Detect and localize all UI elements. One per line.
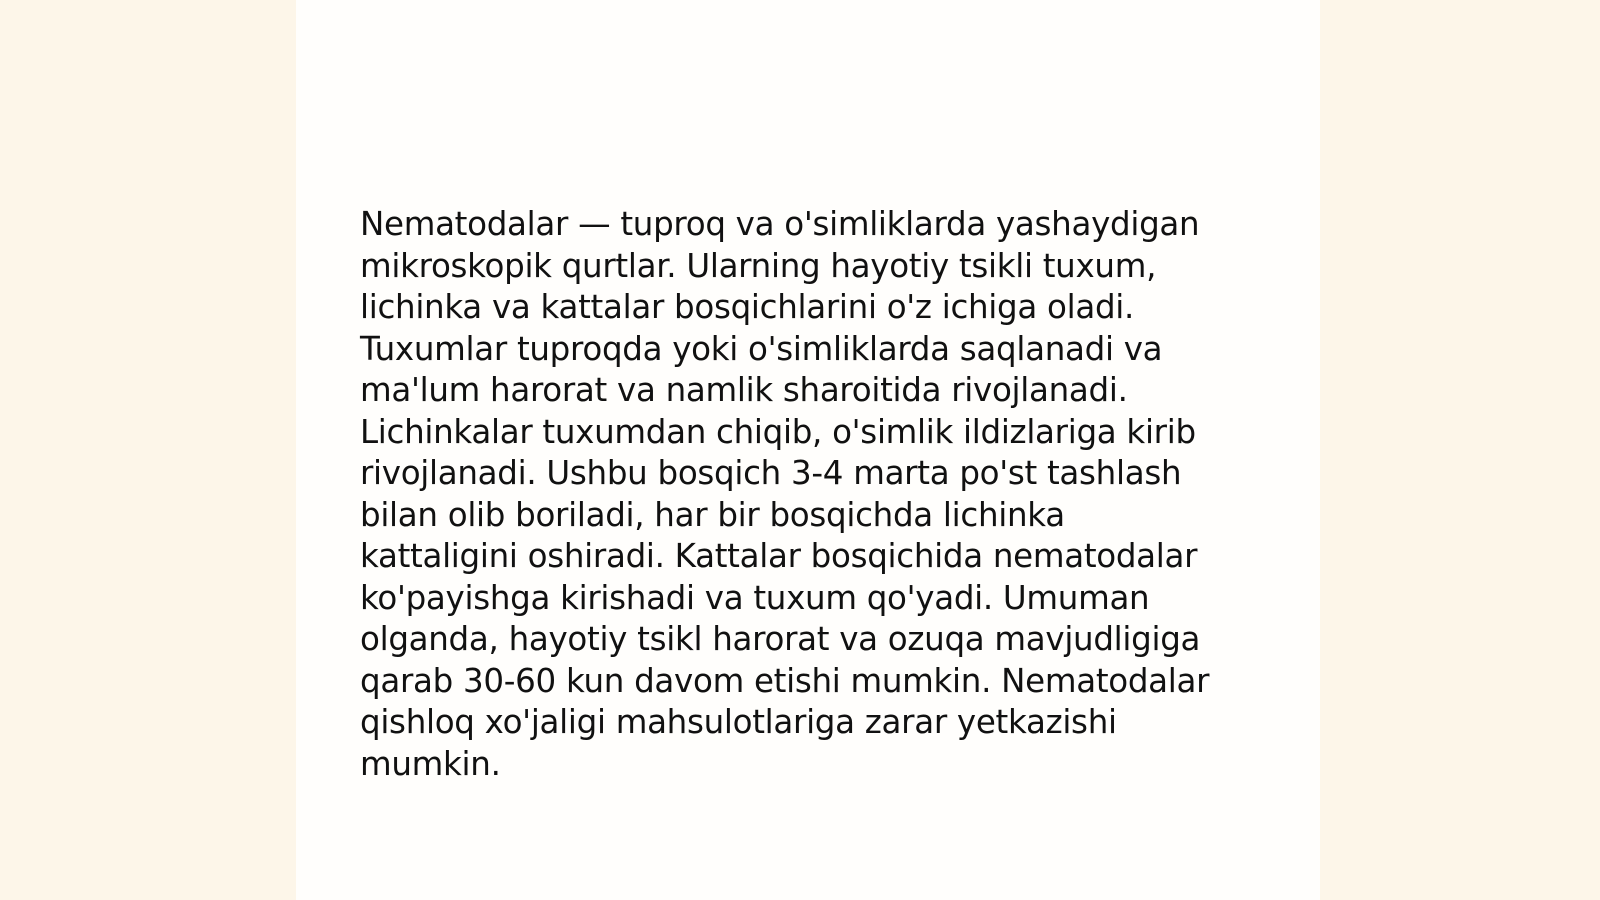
paragraph-line: kattaligini oshiradi. Kattalar bosqichida nematodalar bbox=[360, 537, 1198, 575]
slide-page bbox=[296, 0, 1320, 900]
paragraph-line: qarab 30-60 kun davom etishi mumkin. Nematodalar bbox=[360, 661, 1210, 700]
paragraph-line: Nematodalar — tuproq va o'simliklarda yashaydigan bbox=[360, 205, 1200, 243]
paragraph-line: bilan olib boriladi, har bir bosqichda lichinka bbox=[360, 495, 1065, 534]
paragraph-line: mikroskopik qurtlar. Ularning hayotiy tsikli tuxum, bbox=[360, 246, 1157, 285]
paragraph-line: qishloq xo'jaligi mahsulotlariga zarar yetkazishi bbox=[360, 703, 1117, 741]
left-margin bbox=[0, 0, 296, 900]
paragraph-line: ko'payishga kirishadi va tuxum qo'yadi. Umuman bbox=[360, 578, 1150, 617]
paragraph-line: ma'lum harorat va namlik sharoitida rivojlanadi. bbox=[360, 371, 1128, 409]
paragraph-line: olganda, hayotiy tsikl harorat va ozuqa mavjudligiga bbox=[360, 620, 1201, 658]
body-paragraph bbox=[360, 204, 1240, 785]
paragraph-line: rivojlanadi. Ushbu bosqich 3-4 marta po'st tashlash bbox=[360, 454, 1182, 492]
right-margin bbox=[1320, 0, 1600, 900]
paragraph-line: Lichinkalar tuxumdan chiqib, o'simlik ildizlariga kirib bbox=[360, 412, 1196, 451]
paragraph-line: Tuxumlar tuproqda yoki o'simliklarda saqlanadi va bbox=[360, 329, 1163, 368]
paragraph-line: lichinka va kattalar bosqichlarini o'z ichiga oladi. bbox=[360, 288, 1135, 326]
paragraph-line: mumkin. bbox=[360, 744, 501, 783]
